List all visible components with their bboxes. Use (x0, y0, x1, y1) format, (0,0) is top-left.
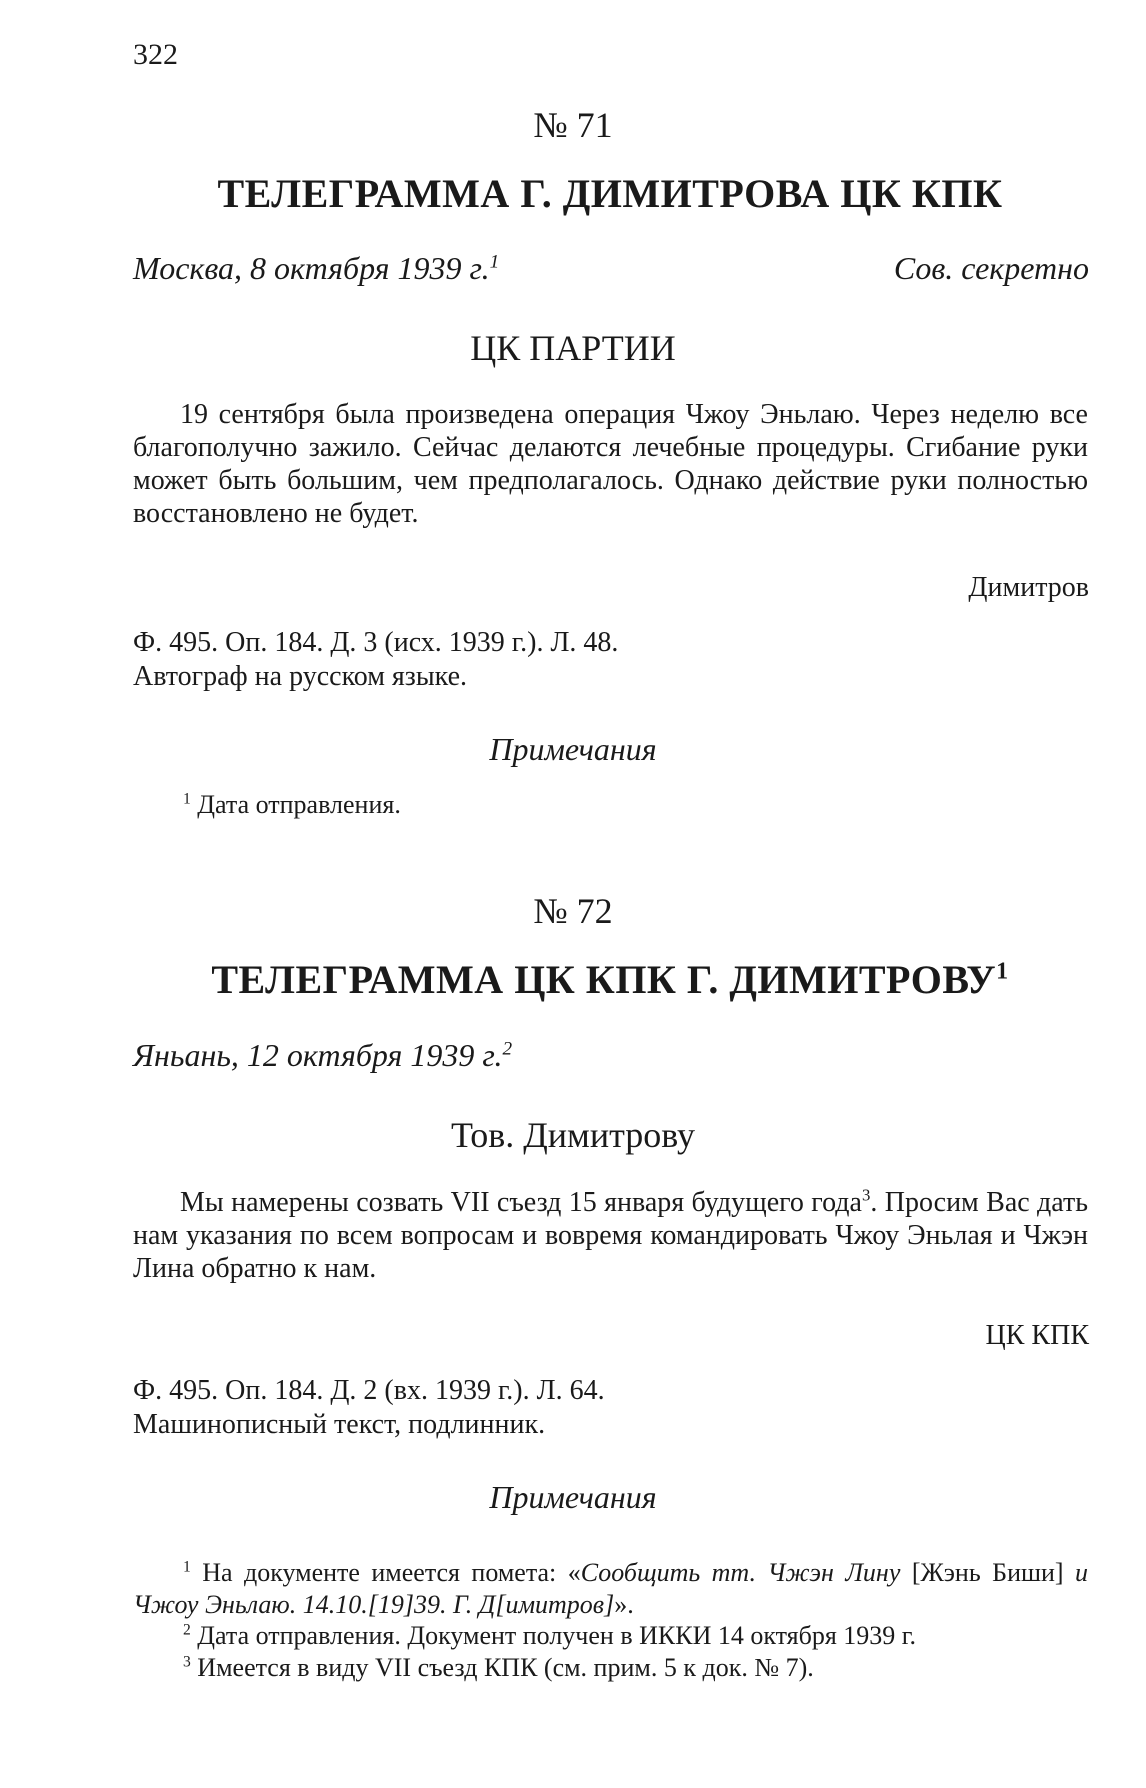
doc72-notes-heading: Примечания (489, 1479, 657, 1515)
doc72-place-date-text: Яньань, 12 октября 1939 г. (133, 1037, 503, 1073)
doc72-note-3-text: Имеется в виду VII съезд КПК (см. прим. 5 к док. № 7). (197, 1653, 814, 1682)
doc72-place-date-footnote: 2 (502, 1038, 513, 1060)
doc72-body-footnote: 3 (861, 1185, 871, 1205)
doc72-note-1 (133, 1557, 1088, 1621)
doc71-body: 19 сентября была произведена операция Чжоу Эньлаю. Через неделю все благополучно зажило. Сейчас делаются лечебные процедуры. Сгибание руки может быть большим, чем предполагалось. Однако действие руки полностью восстановлено не будет. (133, 399, 1088, 529)
doc71-addressee: ЦК ПАРТИИ (470, 328, 676, 368)
doc71-place-date-text: Москва, 8 октября 1939 г. (133, 250, 490, 286)
doc72-note-1-mark: 1 (183, 1558, 191, 1576)
doc72-body-part1: Мы намерены созвать VII съезд 15 января будущего года (180, 1187, 862, 1218)
doc71-classification: Сов. секретно (893, 250, 1089, 286)
doc72-place-date (133, 1037, 512, 1074)
doc71-notes-heading: Примечания (489, 731, 657, 767)
doc71-note-1-mark: 1 (183, 790, 191, 808)
doc72-source-line2: Машинописный текст, подлинник. (133, 1409, 546, 1440)
doc72-body-part2: . Просим Вас дать нам указания по всем вопросам и вовремя командировать Чжоу Эньлая и Чжэн Лина обратно к нам. (133, 1187, 1089, 1284)
page-number: 322 (133, 38, 178, 71)
doc72-number: № 72 (533, 891, 613, 931)
doc71-source-line2: Автограф на русском языке. (133, 661, 468, 692)
doc72-note-2 (183, 1621, 916, 1651)
doc72-title-text: ТЕЛЕГРАММА ЦК КПК Г. ДИМИТРОВУ (211, 957, 997, 1002)
doc71-note-1 (183, 790, 401, 820)
doc72-addressee: Тов. Димитрову (450, 1115, 696, 1155)
doc71-note-1-text: Дата отправления. (197, 790, 401, 819)
doc72-note-1-bracket: [Жэнь Биши] (900, 1558, 1076, 1587)
doc72-note-3-mark: 3 (183, 1653, 191, 1671)
doc72-note-2-mark: 2 (183, 1621, 191, 1639)
doc72-source-line1: Ф. 495. Оп. 184. Д. 2 (вх. 1939 г.). Л. 64. (133, 1375, 605, 1406)
doc71-title: ТЕЛЕГРАММА Г. ДИМИТРОВА ЦК КПК (217, 171, 1003, 216)
doc72-title (130, 956, 1090, 1003)
doc72-title-footnote: 1 (996, 958, 1009, 985)
doc71-source-line1: Ф. 495. Оп. 184. Д. 3 (исх. 1939 г.). Л. 48. (133, 627, 619, 658)
doc72-body (133, 1186, 1088, 1285)
doc72-note-2-text: Дата отправления. Документ получен в ИККИ 14 октября 1939 г. (197, 1621, 917, 1650)
doc72-note-1-tail: ». (614, 1590, 634, 1619)
doc72-note-1-italic1: Сообщить тт. Чжэн Лину (580, 1558, 901, 1587)
doc72-note-1-lead: На документе имеется помета: « (202, 1558, 581, 1587)
doc71-place-date (133, 250, 499, 287)
doc71-number: № 71 (533, 105, 613, 145)
doc71-signature: Димитров (968, 572, 1089, 603)
doc71-place-date-footnote: 1 (489, 251, 500, 273)
doc72-note-1-italic2: и Чжоу Эньлаю. 14.10.[19]39. Г. Д[имитров] (133, 1558, 1089, 1619)
doc72-note-3 (183, 1653, 814, 1683)
doc72-signature: ЦК КПК (985, 1320, 1089, 1351)
